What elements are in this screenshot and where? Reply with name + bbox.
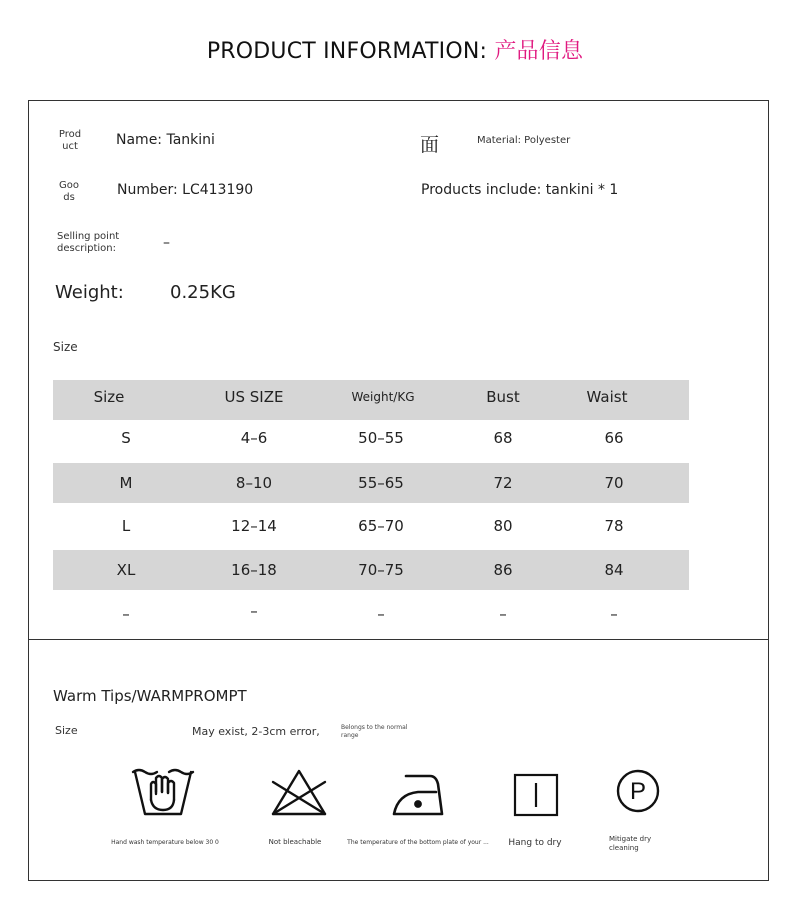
size-section-label: Size (53, 340, 78, 354)
cell-size: L (121, 517, 131, 535)
cell-waist: 78 (604, 517, 624, 535)
hand-wash-icon (131, 766, 195, 824)
goods-tag: Goo ds (59, 180, 79, 203)
dry-clean-icon (615, 768, 661, 818)
cell-weight: 70–75 (358, 561, 404, 579)
column-header-bust: Bust (486, 388, 520, 406)
selling-point-label: Selling point description: (57, 231, 120, 254)
hand-wash-label: Hand wash temperature below 30 0 (111, 839, 219, 846)
product-material: Material: Polyester (477, 135, 571, 146)
cell-size: XL (116, 561, 136, 579)
error-note: May exist, 2-3cm error, (192, 725, 320, 738)
table-row (53, 463, 689, 503)
cell-bust: 72 (493, 474, 513, 492)
column-header-weight: Weight/KG (351, 390, 415, 404)
page-title (0, 34, 790, 65)
dry-clean-label: Mitigate dry cleaning (609, 835, 652, 852)
cell-weight: – (377, 605, 385, 623)
column-header-size: Size (93, 388, 125, 406)
cell-waist: 84 (604, 561, 624, 579)
table-row (53, 418, 689, 458)
cell-waist: 70 (604, 474, 624, 492)
weight-value: 0.25KG (170, 282, 236, 303)
cell-weight: 65–70 (358, 517, 404, 535)
no-bleach-label: Not bleachable (268, 838, 322, 846)
cell-waist: 66 (604, 429, 624, 447)
cell-bust: 68 (493, 429, 513, 447)
cell-weight: 50–55 (358, 429, 404, 447)
no-bleach-icon (270, 768, 328, 822)
cell-bust: 80 (493, 517, 513, 535)
products-include: Products include: tankini * 1 (421, 182, 619, 198)
cell-us-size: 12–14 (231, 517, 277, 535)
cell-us-size: 4–6 (240, 429, 268, 447)
product-tag: Prod uct (58, 129, 82, 152)
weight-label: Weight: (55, 282, 124, 303)
page-title-cn: 产品信息 (494, 39, 584, 64)
iron-icon (392, 772, 446, 822)
fabric-char: 面 (420, 134, 440, 156)
cell-bust: – (499, 605, 507, 623)
cell-size: M (119, 474, 133, 492)
cell-us-size: – (250, 602, 258, 620)
size-table-header (53, 380, 689, 420)
cell-us-size: 16–18 (231, 561, 277, 579)
column-header-waist: Waist (586, 388, 628, 406)
table-row (53, 506, 689, 546)
product-name: Name: Tankini (116, 132, 215, 148)
iron-label: The temperature of the bottom plate of your ... (347, 839, 489, 846)
cell-bust: 86 (493, 561, 513, 579)
selling-point-value: – (163, 235, 170, 251)
cell-size: – (122, 605, 130, 623)
cell-waist: – (610, 605, 618, 623)
table-row (53, 594, 689, 634)
cell-us-size: 8–10 (235, 474, 273, 492)
page-title-en: PRODUCT INFORMATION: (206, 39, 495, 64)
hang-dry-label: Hang to dry (508, 838, 562, 848)
warm-tips-title: Warm Tips/WARMPROMPT (53, 687, 247, 705)
table-row (53, 550, 689, 590)
column-header-us-size: US SIZE (224, 388, 284, 406)
cell-size: S (121, 429, 131, 447)
tips-size-label: Size (55, 724, 78, 737)
product-number: Number: LC413190 (117, 182, 254, 198)
svg-text:P: P (629, 778, 647, 805)
cell-weight: 55–65 (358, 474, 404, 492)
hang-dry-icon (513, 773, 559, 821)
normal-range-note: Belongs to the normal range (341, 724, 408, 739)
